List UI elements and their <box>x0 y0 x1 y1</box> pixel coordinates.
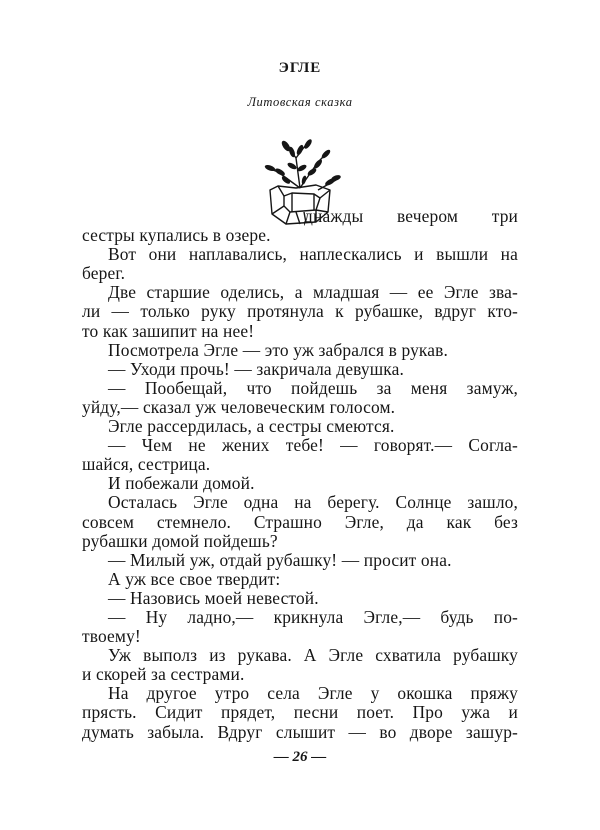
story-text <box>82 207 518 742</box>
text-line: — Ну ладно,— крикнула Эгле,— будь по- <box>108 606 518 627</box>
text-line: И побежали домой. <box>108 473 255 494</box>
text-line: — Милый уж, отдай рубашку! — просит она. <box>108 549 452 570</box>
text-line: ли — только руку протянула к рубашке, вдруг кто- <box>82 301 518 322</box>
text-line: думать забыла. Вдруг слышит — во дворе зашур- <box>82 721 518 742</box>
text-line: то как зашипит на нее! <box>82 320 255 341</box>
text-line: рубашки домой пойдешь? <box>82 530 278 551</box>
text-line: — Чем не жених тебе! — говорят.— Согла- <box>108 435 518 456</box>
text-line: шайся, сестрица. <box>82 454 211 475</box>
text-line: твоему! <box>82 626 141 647</box>
text-line: — Пообещай, что пойдешь за меня замуж, <box>108 377 518 398</box>
text-line: сестры купались в озере. <box>82 225 271 246</box>
text-line: и скорей за сестрами. <box>82 664 245 685</box>
page-subtitle: Литовская сказка <box>247 95 353 109</box>
text-line: прясть. Сидит прядет, песни поет. Про ужа и <box>82 702 518 723</box>
text-line: днажды вечером три <box>304 206 518 226</box>
text-line: берег. <box>82 263 126 284</box>
text-line: совсем стемнело. Страшно Эгле, да как без <box>82 511 518 532</box>
text-line: — Назовись моей невестой. <box>108 587 319 608</box>
text-line: На другое утро села Эгле у окошка пряжу <box>108 683 518 704</box>
text-line: — Уходи прочь! — закричала девушка. <box>108 358 405 379</box>
page-title: ЭГЛЕ <box>278 60 322 76</box>
text-line: Осталась Эгле одна на берегу. Солнце зашло, <box>108 492 518 513</box>
text-line: Вот они наплавались, наплескались и вышли на <box>108 244 518 265</box>
text-line: Эгле рассердилась, а сестры смеются. <box>108 416 395 437</box>
text-line: Уж выполз из рукава. А Эгле схватила рубашку <box>108 645 518 666</box>
page-number: — 26 — <box>273 749 327 765</box>
text-line: Посмотрела Эгле — это уж забрался в рукав. <box>108 339 448 360</box>
text-line: уйду,— сказал уж человеческим голосом. <box>82 396 396 417</box>
text-line: Две старшие оделись, а младшая — ее Эгле зва- <box>108 282 518 303</box>
text-line: А уж все свое твердит: <box>108 568 281 589</box>
